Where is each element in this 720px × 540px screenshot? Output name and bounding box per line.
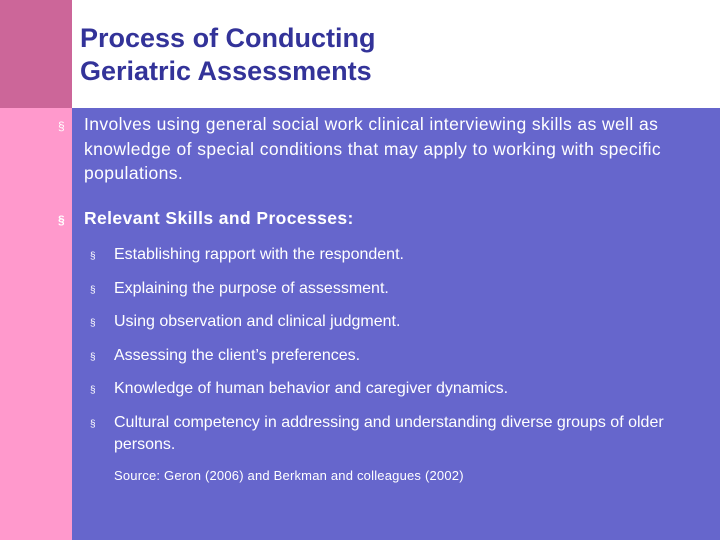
sub-bullet-marker-icon: §	[90, 351, 96, 363]
sub-bullet-text: Assessing the client’s preferences.	[114, 346, 361, 364]
sub-bullet-item	[90, 278, 708, 300]
sub-bullet-text: Using observation and clinical judgment.	[114, 313, 401, 330]
corner-decorative-block	[0, 0, 72, 108]
bullet-marker-icon: §	[58, 212, 66, 227]
sub-bullet-list	[90, 244, 708, 456]
sub-bullet-item	[90, 345, 708, 367]
bullet-item	[58, 206, 708, 231]
source-citation: Source: Geron (2006) and Berkman and colleagues (2002)	[114, 468, 464, 483]
bullet-text: Relevant Skills and Processes:	[84, 207, 354, 228]
sub-bullet-text: Establishing rapport with the respondent.	[114, 246, 404, 263]
sub-bullet-marker-icon: §	[90, 418, 96, 430]
sub-bullet-item	[90, 244, 708, 266]
sub-bullet-text: Explaining the purpose of assessment.	[114, 279, 389, 297]
sub-bullet-text: Cultural competency in addressing and understanding diverse groups of older persons.	[114, 413, 664, 453]
sub-bullet-marker-icon: §	[90, 284, 96, 296]
bullet-item	[58, 112, 708, 186]
sub-bullet-marker-icon: §	[90, 385, 96, 396]
slide-title-line-1: Process of Conducting	[80, 23, 376, 53]
bullet-marker-icon: §	[58, 119, 66, 133]
sub-bullet-marker-icon: §	[90, 251, 96, 262]
sub-bullet-text: Knowledge of human behavior and caregiver dynamics.	[114, 380, 509, 397]
sub-bullet-marker-icon: §	[90, 318, 96, 329]
slide-body	[58, 112, 708, 485]
slide-title	[80, 22, 640, 88]
sub-bullet-item	[90, 378, 708, 400]
sub-bullet-item	[90, 311, 708, 333]
slide-title-line-2: Geriatric Assessments	[80, 56, 372, 86]
bullet-text: Involves using general social work clinical interviewing skills as well as knowledge of special conditions that may apply to working with specific populations.	[84, 114, 662, 183]
sub-bullet-item	[90, 412, 708, 456]
